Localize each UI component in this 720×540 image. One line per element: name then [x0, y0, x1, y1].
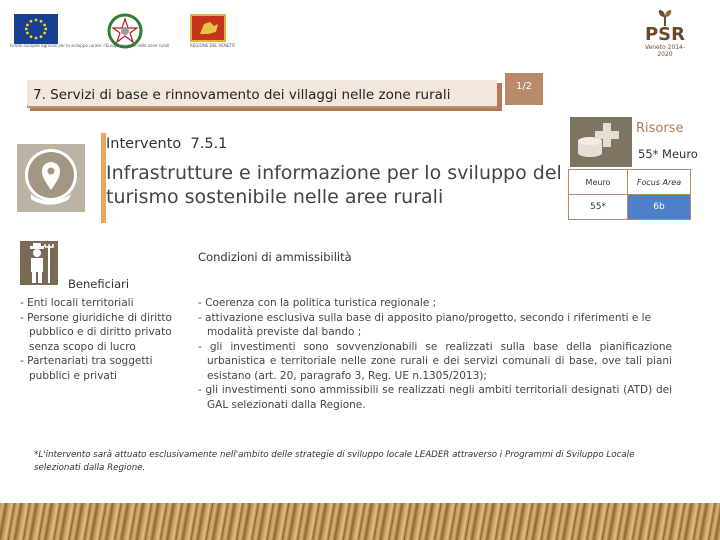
location-pin-hand-icon — [17, 144, 85, 212]
table-header-focus-area: Focus Area — [628, 170, 691, 195]
table-header-meuro: Meuro — [569, 170, 628, 195]
table-row — [569, 170, 691, 195]
resources-amount: 55* Meuro — [638, 147, 698, 161]
list-item: - Persone giuridiche di diritto pubblico e di diritto privato senza scopo di lucro — [20, 311, 172, 353]
intervention-code: 7.5.1 — [190, 136, 228, 152]
list-item: - Coerenza con la politica turistica regionale ; — [198, 297, 437, 309]
coins-plus-icon — [570, 117, 632, 167]
table-cell-meuro: 55* — [569, 195, 628, 220]
eu-flag-icon — [14, 14, 58, 44]
list-item: - gli investimenti sono sovvenzionabili se realizzati sulla base della pianificazione urbanistica e territoriale nelle zone rurali e dei servizi comunali di base, ove tali piani esistano (art. 20, paragrafo 3, Reg. UE n.1305/2013); — [198, 340, 672, 382]
resources-title: Risorse — [636, 121, 684, 136]
conditions-list — [198, 296, 672, 412]
veneto-logo-caption: REGIONE DEL VENETO — [190, 43, 236, 48]
farmer-icon — [20, 241, 58, 285]
list-item: - Partenariati tra soggetti pubblici e privati — [20, 355, 153, 382]
list-item: - attivazione esclusiva sulla base di apposito piano/progetto, secondo i riferimenti e le modalità previste dal bando ; — [198, 311, 652, 338]
measure-title: 7. Servizi di base e rinnovamento dei villaggi nelle zone rurali — [33, 87, 451, 103]
psr-logo-subtext: Veneto 2014-2020 — [644, 44, 686, 58]
beneficiaries-title: Beneficiari — [68, 277, 130, 291]
psr-logo — [640, 8, 690, 62]
beneficiaries-list — [20, 296, 190, 383]
conditions-title: Condizioni di ammissibilità — [198, 250, 352, 264]
list-item: - Enti locali territoriali — [20, 297, 134, 309]
table-row — [569, 195, 691, 220]
eu-logo-caption: Fondo europeo agricolo per lo sviluppo rurale: l'Europa investe nelle zone rurali — [10, 43, 170, 48]
footnote: *L'intervento sarà attuato esclusivamente nell'ambito delle strategie di sviluppo locale LEADER attraverso i Programmi di Sviluppo Locale selezionati dalla Regione. — [34, 450, 635, 473]
table-cell-focus-area: 6b — [628, 195, 691, 220]
veneto-lion-icon — [190, 14, 226, 42]
wheat-field-banner — [0, 503, 720, 540]
psr-logo-text: PSR — [644, 24, 686, 45]
intervention-title: Infrastrutture e informazione per lo sviluppo del turismo sostenibile nelle aree rurali — [106, 162, 562, 208]
page-number: 1/2 — [515, 81, 533, 92]
resources-table — [568, 169, 691, 220]
intervention-label: Intervento 7.5.1 — [106, 136, 228, 152]
list-item: - gli investimenti sono ammissibili se realizzati negli ambiti territoriali designati (ATD) dei GAL selezionati dalla Regione. — [198, 384, 672, 411]
